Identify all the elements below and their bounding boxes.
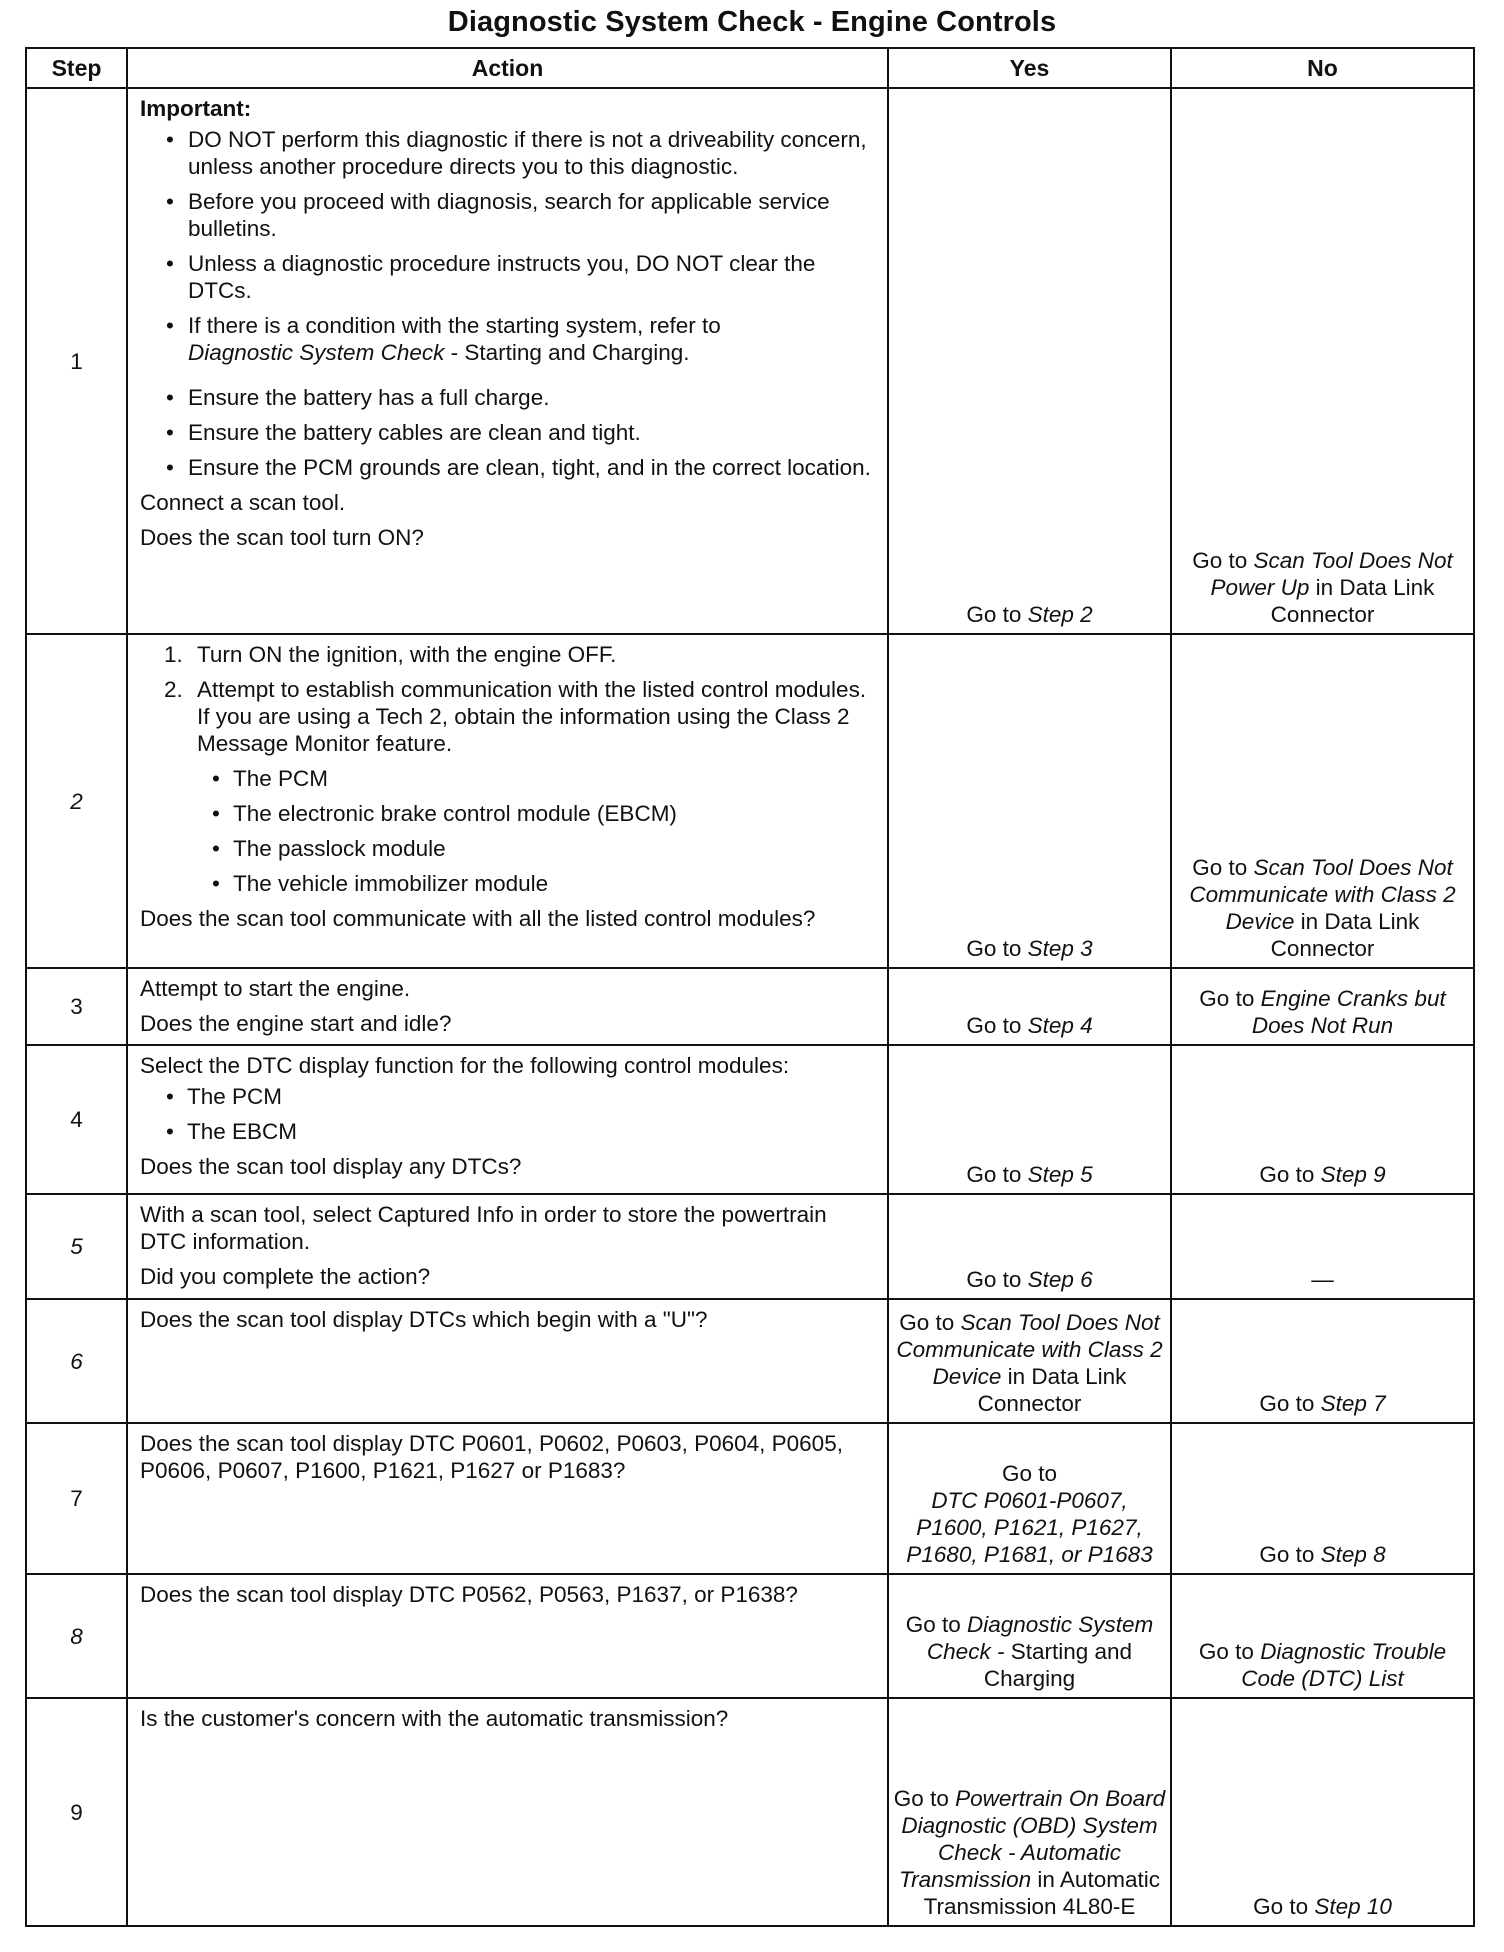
instruction: Select the DTC display function for the following control modules: (140, 1053, 790, 1078)
yes-cell: Go to Step 6 (888, 1194, 1171, 1299)
action-cell (127, 1299, 888, 1423)
question: Did you complete the action? (140, 1264, 431, 1289)
question: Does the scan tool display DTC P0601, P0602, P0603, P0604, P0605, P0606, P0607, P1600, P1621, P1627 or P1683? (140, 1431, 843, 1483)
step-number: 1 (26, 88, 127, 634)
cross-reference: Step 5 (1027, 1162, 1093, 1187)
cross-reference: Step 4 (1027, 1013, 1093, 1038)
list-item: • If there is a condition with the starting system, refer to Diagnostic System Check - Starting and Charging. (188, 312, 879, 366)
table-row (26, 1045, 1474, 1194)
list-item: • The PCM (187, 1083, 879, 1110)
cross-reference: Diagnostic System Check (188, 340, 445, 365)
list-item: • Ensure the battery cables are clean and tight. (188, 419, 879, 446)
table-row (26, 1574, 1474, 1698)
no-cell: Go to Engine Cranks but Does Not Run (1171, 968, 1474, 1045)
no-cell: Go to Step 9 (1171, 1045, 1474, 1194)
diagnostic-table (25, 47, 1475, 1927)
step-number: 4 (26, 1045, 127, 1194)
table-row (26, 1698, 1474, 1926)
instruction: Attempt to start the engine. (140, 976, 411, 1001)
yes-cell: Go to Powertrain On Board Diagnostic (OBD) System Check - Automatic Transmission in Automatic Transmission 4L80-E (888, 1698, 1171, 1926)
question: Does the scan tool communicate with all the listed control modules? (140, 906, 816, 931)
cross-reference: Step 2 (1027, 602, 1093, 627)
cross-reference: Powertrain On Board Diagnostic (OBD) System Check - Automatic Transmission (899, 1786, 1166, 1892)
yes-cell: Go to Step 5 (888, 1045, 1171, 1194)
header-row (26, 48, 1474, 88)
table-row (26, 1299, 1474, 1423)
question: Does the scan tool display any DTCs? (140, 1154, 522, 1179)
action-cell (127, 1423, 888, 1574)
table-row (26, 1194, 1474, 1299)
table-row (26, 968, 1474, 1045)
yes-cell: Go to Step 4 (888, 968, 1171, 1045)
header-no: No (1171, 48, 1474, 88)
header-yes: Yes (888, 48, 1171, 88)
list-item: • Unless a diagnostic procedure instructs you, DO NOT clear the DTCs. (188, 250, 879, 304)
no-cell: Go to Scan Tool Does Not Power Up in Data Link Connector (1171, 88, 1474, 634)
list-item: • The passlock module (233, 835, 879, 862)
instruction: Connect a scan tool. (140, 490, 346, 515)
cross-reference: Engine Cranks but Does Not Run (1251, 986, 1446, 1038)
action-cell (127, 1194, 888, 1299)
list-item: • Before you proceed with diagnosis, search for applicable service bulletins. (188, 188, 879, 242)
question: Does the scan tool turn ON? (140, 525, 424, 550)
cross-reference: Scan Tool Does Not Power Up (1210, 548, 1453, 600)
cross-reference: Scan Tool Does Not Communicate with Class 2 Device (896, 1310, 1163, 1389)
action-cell (127, 1574, 888, 1698)
header-step: Step (26, 48, 127, 88)
step-number: 7 (26, 1423, 127, 1574)
page-title: Diagnostic System Check - Engine Controls (447, 6, 1057, 38)
list-item: 1. Turn ON the ignition, with the engine OFF. (164, 642, 617, 667)
step-number: 3 (26, 968, 127, 1045)
table-row (26, 1423, 1474, 1574)
list-item: • The EBCM (187, 1118, 879, 1145)
cross-reference: Step 10 (1314, 1894, 1392, 1919)
cross-reference: Step 3 (1027, 936, 1093, 961)
cross-reference: Diagnostic Trouble Code (DTC) List (1241, 1639, 1447, 1691)
action-cell (127, 88, 888, 634)
yes-cell: Go to Step 3 (888, 634, 1171, 968)
action-cell (127, 1698, 888, 1926)
step-number: 6 (26, 1299, 127, 1423)
list-item: • DO NOT perform this diagnostic if there is not a driveability concern, unless another procedure directs you to this diagnostic. (188, 126, 879, 180)
no-cell: Go to Step 8 (1171, 1423, 1474, 1574)
action-cell (127, 634, 888, 968)
list-item: • The vehicle immobilizer module (233, 870, 879, 897)
step-number: 2 (26, 634, 127, 968)
question: Is the customer's concern with the automatic transmission? (140, 1706, 729, 1731)
table-row (26, 634, 1474, 968)
instruction: With a scan tool, select Captured Info in order to store the powertrain DTC information. (140, 1202, 827, 1254)
yes-cell: Go to Step 2 (888, 88, 1171, 634)
question: Does the scan tool display DTC P0562, P0563, P1637, or P1638? (140, 1582, 798, 1607)
cross-reference: DTC P0601-P0607, P1600, P1621, P1627, P1680, P1681, or P1683 (906, 1488, 1153, 1567)
action-cell (127, 968, 888, 1045)
cross-reference: Step 6 (1027, 1267, 1093, 1292)
cross-reference: Step 9 (1320, 1162, 1386, 1187)
table-row (26, 88, 1474, 634)
yes-cell: Go to Scan Tool Does Not Communicate with Class 2 Device in Data Link Connector (888, 1299, 1171, 1423)
cross-reference: Step 8 (1320, 1542, 1386, 1567)
step-number: 8 (26, 1574, 127, 1698)
yes-cell: Go to Diagnostic System Check - Starting and Charging (888, 1574, 1171, 1698)
action-cell (127, 1045, 888, 1194)
step-number: 9 (26, 1698, 127, 1926)
cross-reference: Step 7 (1320, 1391, 1386, 1416)
no-cell (1171, 1194, 1474, 1299)
list-item: • Ensure the PCM grounds are clean, tight, and in the correct location. (188, 454, 879, 481)
yes-cell: Go to DTC P0601-P0607, P1600, P1621, P1627, P1680, P1681, or P1683 (888, 1423, 1171, 1574)
cross-reference: Diagnostic System Check - (926, 1612, 1154, 1664)
list-item: • The electronic brake control module (EBCM) (233, 800, 879, 827)
no-cell: Go to Scan Tool Does Not Communicate with Class 2 Device in Data Link Connector (1171, 634, 1474, 968)
list-item: • The PCM (233, 765, 879, 792)
question: Does the engine start and idle? (140, 1011, 452, 1036)
no-cell: Go to Step 7 (1171, 1299, 1474, 1423)
list-item: • Ensure the battery has a full charge. (188, 384, 879, 411)
header-action: Action (127, 48, 888, 88)
no-cell: Go to Diagnostic Trouble Code (DTC) List (1171, 1574, 1474, 1698)
question: Does the scan tool display DTCs which begin with a "U"? (140, 1307, 708, 1332)
not-applicable-dash: — (1311, 1267, 1334, 1292)
step-number: 5 (26, 1194, 127, 1299)
cross-reference: Scan Tool Does Not Communicate with Class 2 Device (1189, 855, 1456, 934)
important-label: Important: (140, 96, 252, 121)
no-cell: Go to Step 10 (1171, 1698, 1474, 1926)
list-item: 2. Attempt to establish communication with the listed control modules. If you are using a Tech 2, obtain the information using the Class 2 Message Monitor feature. • The PCM • The electronic brake control module (EBCM) • The passlock module • The vehicle immobilizer module (197, 676, 879, 897)
